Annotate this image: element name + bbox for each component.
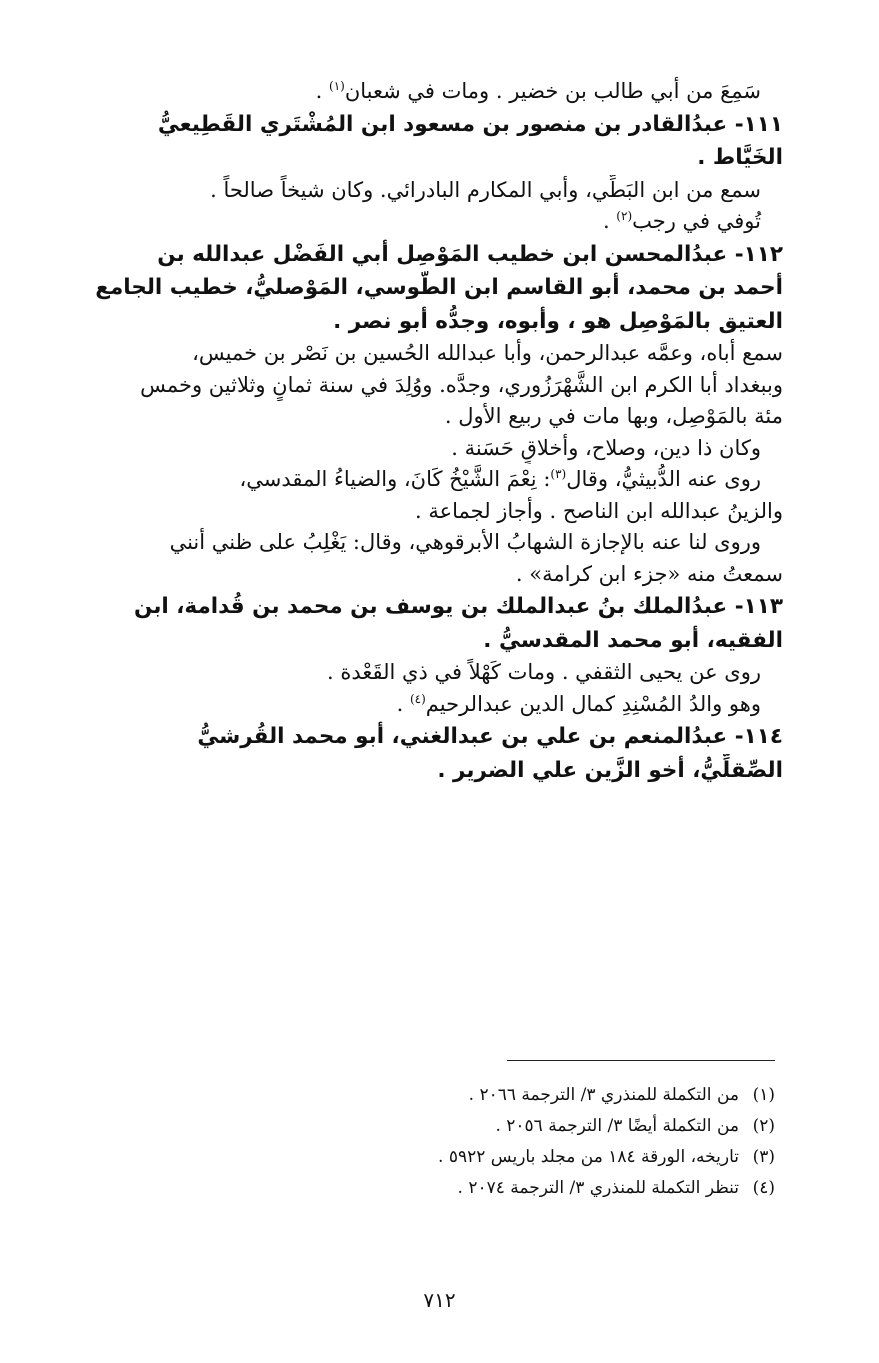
text-line [36, 689, 783, 721]
entry-heading-line: العتيق بالمَوْصِل هو ، وأبوه، وجدُّه أبو نصر . [333, 308, 783, 334]
footnote-marker: (٤) [409, 691, 426, 706]
footnote-text: تاريخه، الورقة ١٨٤ من مجلد باريس ٥٩٢٢ . [438, 1147, 739, 1167]
line-text: سمع أباه، وعمَّه عبدالرحمن، وأبا عبدالله الحُسين بن نَصْر بن خميس، [192, 341, 783, 365]
footnote-text: تنظر التكملة للمنذري ٣/ الترجمة ٢٠٧٤ . [457, 1178, 739, 1198]
text-line [36, 527, 783, 559]
text-line [36, 401, 783, 433]
line-text: وكان ذا دين، وصلاح، وأخلاقٍ حَسَنة . [451, 435, 761, 460]
footnote-marker: (٣) [550, 467, 567, 481]
entry-heading-line: الصِّقلِّيُّ، أخو الزَّين علي الضرير . [437, 757, 783, 783]
footnote-item [120, 1173, 775, 1204]
text-line [36, 559, 783, 591]
footnote-number: (٤) [752, 1178, 775, 1198]
line-text-tail: . [315, 79, 330, 103]
text-line [36, 175, 783, 207]
text-line [36, 496, 783, 528]
entry-heading-line: الخَيَّاط . [697, 145, 783, 170]
line-text-tail: . [602, 209, 617, 233]
entry-heading-line: أحمد بن محمد، أبو القاسم ابن الطُّوسي، المَوْصليُّ، خطيب الجامع [95, 275, 783, 300]
entry-heading-line: ١١١- عبدُالقادر بن منصور بن مسعود ابن المُشْتَري القَطِيعيُّ [157, 111, 783, 137]
footnote-text: من التكملة للمنذري ٣/ الترجمة ٢٠٦٦ . [468, 1085, 739, 1105]
footnote-text: من التكملة أيضًا ٣/ الترجمة ٢٠٥٦ . [495, 1116, 739, 1136]
footnote-marker: (١) [329, 79, 345, 93]
line-text: مئة بالمَوْصِل، وبها مات في ربيع الأول . [444, 404, 783, 428]
footnote-item [120, 1111, 775, 1142]
line-text: تُوفي في رجب [632, 209, 761, 233]
line-text: سمع من ابن البَطِّي، وأبي المكارم البادرائي. وكان شيخاً صالحاً . [210, 177, 761, 202]
line-text-tail: : نِعْمَ الشَّيْخُ كَانَ، والضياءُ المقدسي، [239, 467, 551, 491]
footnote-number: (٢) [752, 1116, 775, 1136]
footnote-item [120, 1142, 775, 1173]
entry-heading-line: ١١٤- عبدُالمنعم بن علي بن عبدالغني، أبو محمد القُرشيُّ [197, 724, 783, 749]
footnote-separator [507, 1060, 775, 1061]
text-line [36, 464, 783, 496]
text-line [36, 433, 783, 465]
footnote-item [120, 1080, 775, 1111]
line-text: روى عنه الدُّبيثيُّ، وقال [566, 467, 761, 491]
main-text [36, 76, 783, 787]
text-line [36, 657, 783, 689]
line-text: والزينُ عبدالله ابن الناصح . وأجاز لجماعة . [414, 498, 783, 523]
line-text: روى عن يحيى الثقفي . ومات كَهْلاً في ذي القَعْدة . [326, 660, 761, 684]
line-text: وروى لنا عنه بالإجازة الشهابُ الأبرقوهي، وقال: يَغْلِبُ على ظني أنني [169, 530, 761, 554]
footnote-marker: (٢) [616, 209, 633, 223]
text-line [36, 76, 783, 108]
text-line [36, 338, 783, 370]
line-text: وببغداد أبا الكرم ابن الشَّهْرَزُوري، وجدَّه. ووُلِدَ في سنة ثمانٍ وثلاثين وخمس [140, 372, 783, 397]
entry-heading-line: ١١٣- عبدُالملك بنُ عبدالملك بن يوسف بن محمد بن قُدامة، ابن [133, 594, 783, 619]
page-number: ٧١٢ [423, 1288, 456, 1312]
text-line [36, 206, 783, 238]
line-text: وهو والدُ المُسْنِدِ كمال الدين عبدالرحيم [425, 691, 761, 716]
line-text: سمعتُ منه «جزء ابن كرامة» . [515, 561, 783, 586]
entry-heading-line: ١١٢- عبدُالمحسن ابن خطيب المَوْصِل أبي الفَضْل عبدالله بن [157, 241, 783, 267]
line-text-tail: . [396, 691, 410, 716]
entry-heading-line: الفقيه، أبو محمد المقدسيُّ . [483, 627, 783, 653]
footnote-number: (١) [752, 1085, 775, 1105]
footnote-number: (٣) [752, 1147, 775, 1167]
text-line [36, 370, 783, 402]
line-text: سَمِعَ من أبي طالب بن خضير . ومات في شعبان [344, 79, 761, 103]
footnotes [120, 1080, 775, 1204]
